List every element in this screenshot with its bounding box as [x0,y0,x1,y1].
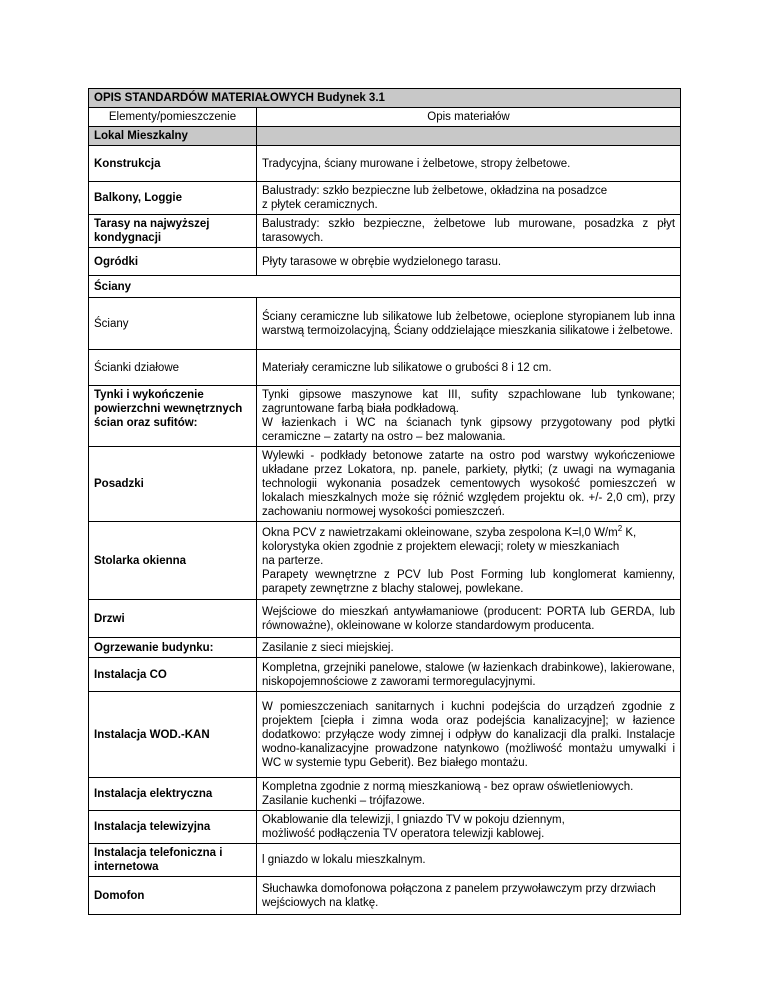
document-title: OPIS STANDARDÓW MATERIAŁOWYCH Budynek 3.1 [89,89,681,108]
row-label: Posadzki [89,447,257,522]
table-row [89,350,681,386]
row-desc: Balustrady: szkło bezpieczne lub żelbetowe, okładzina na posadzce z płytek ceramicznych. [257,182,681,215]
table-row [89,600,681,638]
table-row [89,658,681,692]
row-desc: l gniazdo w lokalu mieszkalnym. [257,844,681,877]
row-desc: Wejściowe do mieszkań antywłamaniowe (producent: PORTA lub GERDA, lub równoważne), okleinowane w kolorze standardowym producenta. [257,600,681,638]
row-desc: Ściany ceramiczne lub silikatowe lub żelbetowe, ocieplone styropianem lub inna warstwą termoizolacyjną, Ściany oddzielające mieszkania silikatowe i żelbetowe. [257,298,681,350]
row-desc: Kompletna zgodnie z normą mieszkaniową - bez opraw oświetleniowych. Zasilanie kuchenki – trójfazowe. [257,778,681,811]
table-row [89,386,681,447]
row-desc: Wylewki - podkłady betonowe zatarte na ostro pod warstwy wykończeniowe układane przez Lokatora, np. panele, parkiety, płytki; (z uwagi na wymagania technologii wykonania posadzek cementowych wysokość pomieszczeń w lokalach mieszkalnych może się różnić względem projektu ok. +/- 2,0 cm), przy zachowaniu normowej wysokości pomieszczeń. [257,447,681,522]
row-desc: Płyty tarasowe w obrębie wydzielonego tarasu. [257,248,681,276]
row-label: Instalacja telefoniczna i internetowa [89,844,257,877]
row-label: Domofon [89,877,257,915]
row-label: Instalacja telewizyjna [89,811,257,844]
section-empty-cell [257,127,681,146]
row-desc: Kompletna, grzejniki panelowe, stalowe (w łazienkach drabinkowe), lakierowane, niskopojemnościowe z zaworami termoregulacyjnymi. [257,658,681,692]
row-desc: Okablowanie dla telewizji, l gniazdo TV w pokoju dziennym, możliwość podłączenia TV operatora telewizji kablowej. [257,811,681,844]
section-lokal-mieszkalny: Lokal Mieszkalny [89,127,257,146]
row-label: Instalacja CO [89,658,257,692]
column-header-description: Opis materiałów [257,108,681,127]
row-desc: Materiały ceramiczne lub silikatowe o grubości 8 i 12 cm. [257,350,681,386]
section-sciany: Ściany [89,276,681,298]
row-label: Stolarka okienna [89,522,257,600]
row-label: Drzwi [89,600,257,638]
row-label: Ogródki [89,248,257,276]
row-label: Ścianki działowe [89,350,257,386]
table-row [89,146,681,182]
table-row [89,215,681,248]
table-row [89,182,681,215]
section-row [89,276,681,298]
row-desc: Tradycyjna, ściany murowane i żelbetowe, stropy żelbetowe. [257,146,681,182]
row-desc: Okna PCV z nawietrzakami okleinowane, szyba zespolona K=l,0 $W/m^2$ K, kolorystyka okien zgodnie z projektem elewacji; rolety w mieszkaniach na parterze. Parapety wewnętrzne z PCV lub Post Forming lub konglomerat kamienny, parapety zewnętrzne z blachy stalowej, powlekane. [257,522,681,600]
row-label: Tynki i wykończenie powierzchni wewnętrznych ścian oraz sufitów: [89,386,257,447]
row-desc: Zasilanie z sieci miejskiej. [257,638,681,658]
row-desc: Słuchawka domofonowa połączona z panelem przywoławczym przy drzwiach wejściowych na klatkę. [257,877,681,915]
row-label: Ogrzewanie budynku: [89,638,257,658]
table-row [89,844,681,877]
table-row [89,298,681,350]
table-row [89,248,681,276]
table-row [89,638,681,658]
table-row [89,877,681,915]
row-label: Tarasy na najwyższej kondygnacji [89,215,257,248]
row-label: Konstrukcja [89,146,257,182]
table-row [89,447,681,522]
row-label: Instalacja WOD.-KAN [89,692,257,778]
row-desc: Tynki gipsowe maszynowe kat III, sufity szpachlowane lub tynkowane; zagruntowane farbą biała podkładową. W łazienkach i WC na ścianach tynk gipsowy przygotowany pod płytki ceramiczne – zatarty na ostro – bez malowania. [257,386,681,447]
table-row [89,692,681,778]
column-header-elements: Elementy/pomieszczenie [89,108,257,127]
table-row [89,778,681,811]
row-desc: W pomieszczeniach sanitarnych i kuchni podejścia do urządzeń zgodnie z projektem [ciepła i zimna woda oraz podejścia kanalizacyjne]; w łazience dodatkowo: przyłącze wody zimnej i odpływ do kanalizacji dla pralki. Instalacje wodno-kanalizacyjne prowadzone natynkowo (możliwość montażu umywalki i WC w systemie typu Geberit). Bez białego montażu. [257,692,681,778]
table-row [89,522,681,600]
row-label: Balkony, Loggie [89,182,257,215]
standards-table [88,88,681,915]
row-label: Ściany [89,298,257,350]
row-label: Instalacja elektryczna [89,778,257,811]
table-row [89,811,681,844]
row-desc: Balustrady: szkło bezpieczne, żelbetowe lub murowane, posadzka z płyt tarasowych. [257,215,681,248]
